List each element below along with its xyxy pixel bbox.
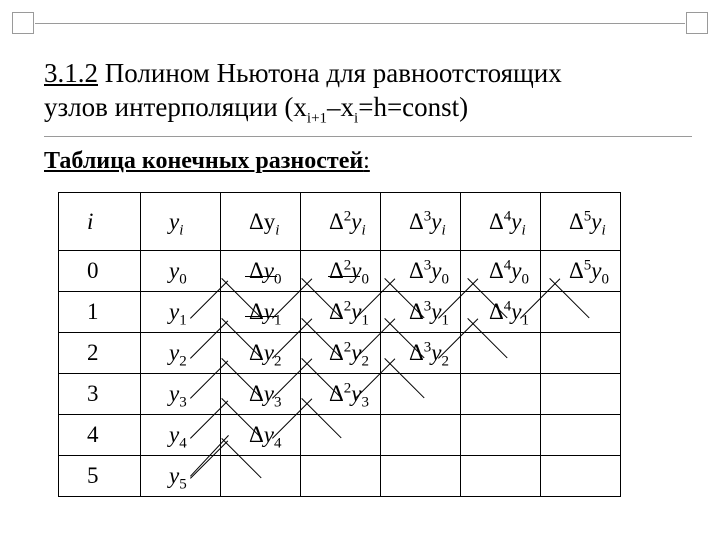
y-cell: $y_0$ — [141, 251, 221, 292]
table-row — [59, 456, 621, 497]
empty-cell — [541, 415, 621, 456]
d2-cell: $\Delta^2y_0$ — [301, 251, 381, 292]
header-d2: $\Delta^2y_i$ — [301, 193, 381, 251]
table-caption-label: Таблица конечных разностей — [44, 148, 364, 174]
header-d1: $\Delta y_i$ — [221, 193, 301, 251]
d3-cell: $\Delta^3y_1$ — [381, 292, 461, 333]
empty-cell — [301, 456, 381, 497]
connector-line — [328, 276, 360, 277]
empty-cell — [461, 333, 541, 374]
title-line-2: узлов интерполяции (x — [44, 92, 307, 122]
d4-cell: $\Delta^4y_0$ — [461, 251, 541, 292]
header-d3: $\Delta^3y_i$ — [381, 193, 461, 251]
y-cell: $y_4$ — [141, 415, 221, 456]
d2-cell: $\Delta^2y_1$ — [301, 292, 381, 333]
header-d4: $\Delta^4y_i$ — [461, 193, 541, 251]
d1-cell: $\Delta y_3$ — [221, 374, 301, 415]
index-cell: 3 — [59, 374, 141, 415]
d1-cell: $\Delta y_4$ — [221, 415, 301, 456]
d1-cell: $\Delta y_2$ — [221, 333, 301, 374]
slide-title — [44, 56, 694, 127]
connector-line — [245, 316, 277, 317]
d3-cell: $\Delta^3y_2$ — [381, 333, 461, 374]
d1-cell: $\Delta y_1$ — [221, 292, 301, 333]
empty-cell — [381, 415, 461, 456]
table-caption-colon: : — [363, 148, 370, 174]
table-caption — [44, 148, 370, 175]
d4-cell: $\Delta^4y_1$ — [461, 292, 541, 333]
index-cell: 0 — [59, 251, 141, 292]
title-end: =h=const) — [358, 92, 469, 122]
header-y: $y_i$ — [141, 193, 221, 251]
header-d5: $\Delta^5y_i$ — [541, 193, 621, 251]
title-dash: –x — [327, 92, 355, 122]
empty-cell — [461, 456, 541, 497]
header-i: i — [59, 193, 141, 251]
top-divider — [35, 23, 685, 24]
d5-cell: $\Delta^5y_0$ — [541, 251, 621, 292]
y-cell: $y_2$ — [141, 333, 221, 374]
index-cell: 4 — [59, 415, 141, 456]
title-sub-2: i — [354, 110, 359, 127]
title-sub-1: i+1 — [306, 110, 328, 127]
header-row — [59, 193, 621, 251]
index-cell: 2 — [59, 333, 141, 374]
y-cell: $y_5$ — [141, 456, 221, 497]
connector-line — [245, 276, 277, 277]
index-cell: 5 — [59, 456, 141, 497]
empty-cell — [541, 292, 621, 333]
finite-difference-table — [58, 192, 621, 497]
corner-box-left — [12, 12, 34, 34]
section-number: 3.1.2 — [44, 58, 98, 88]
d2-cell: $\Delta^2y_2$ — [301, 333, 381, 374]
table-row — [59, 292, 621, 333]
d3-cell: $\Delta^3y_0$ — [381, 251, 461, 292]
empty-cell — [301, 415, 381, 456]
empty-cell — [541, 374, 621, 415]
corner-box-right — [686, 12, 708, 34]
title-rule — [44, 136, 692, 137]
table-row — [59, 374, 621, 415]
title-line-1: Полином Ньютона для равноотстоящих — [104, 58, 562, 88]
d2-cell: $\Delta^2y_3$ — [301, 374, 381, 415]
empty-cell — [461, 374, 541, 415]
empty-cell — [541, 333, 621, 374]
y-cell: $y_1$ — [141, 292, 221, 333]
empty-cell — [541, 456, 621, 497]
d1-cell: $\Delta y_0$ — [221, 251, 301, 292]
empty-cell — [461, 415, 541, 456]
index-cell: 1 — [59, 292, 141, 333]
table-row — [59, 333, 621, 374]
empty-cell — [381, 456, 461, 497]
table-row — [59, 251, 621, 292]
y-cell: $y_3$ — [141, 374, 221, 415]
